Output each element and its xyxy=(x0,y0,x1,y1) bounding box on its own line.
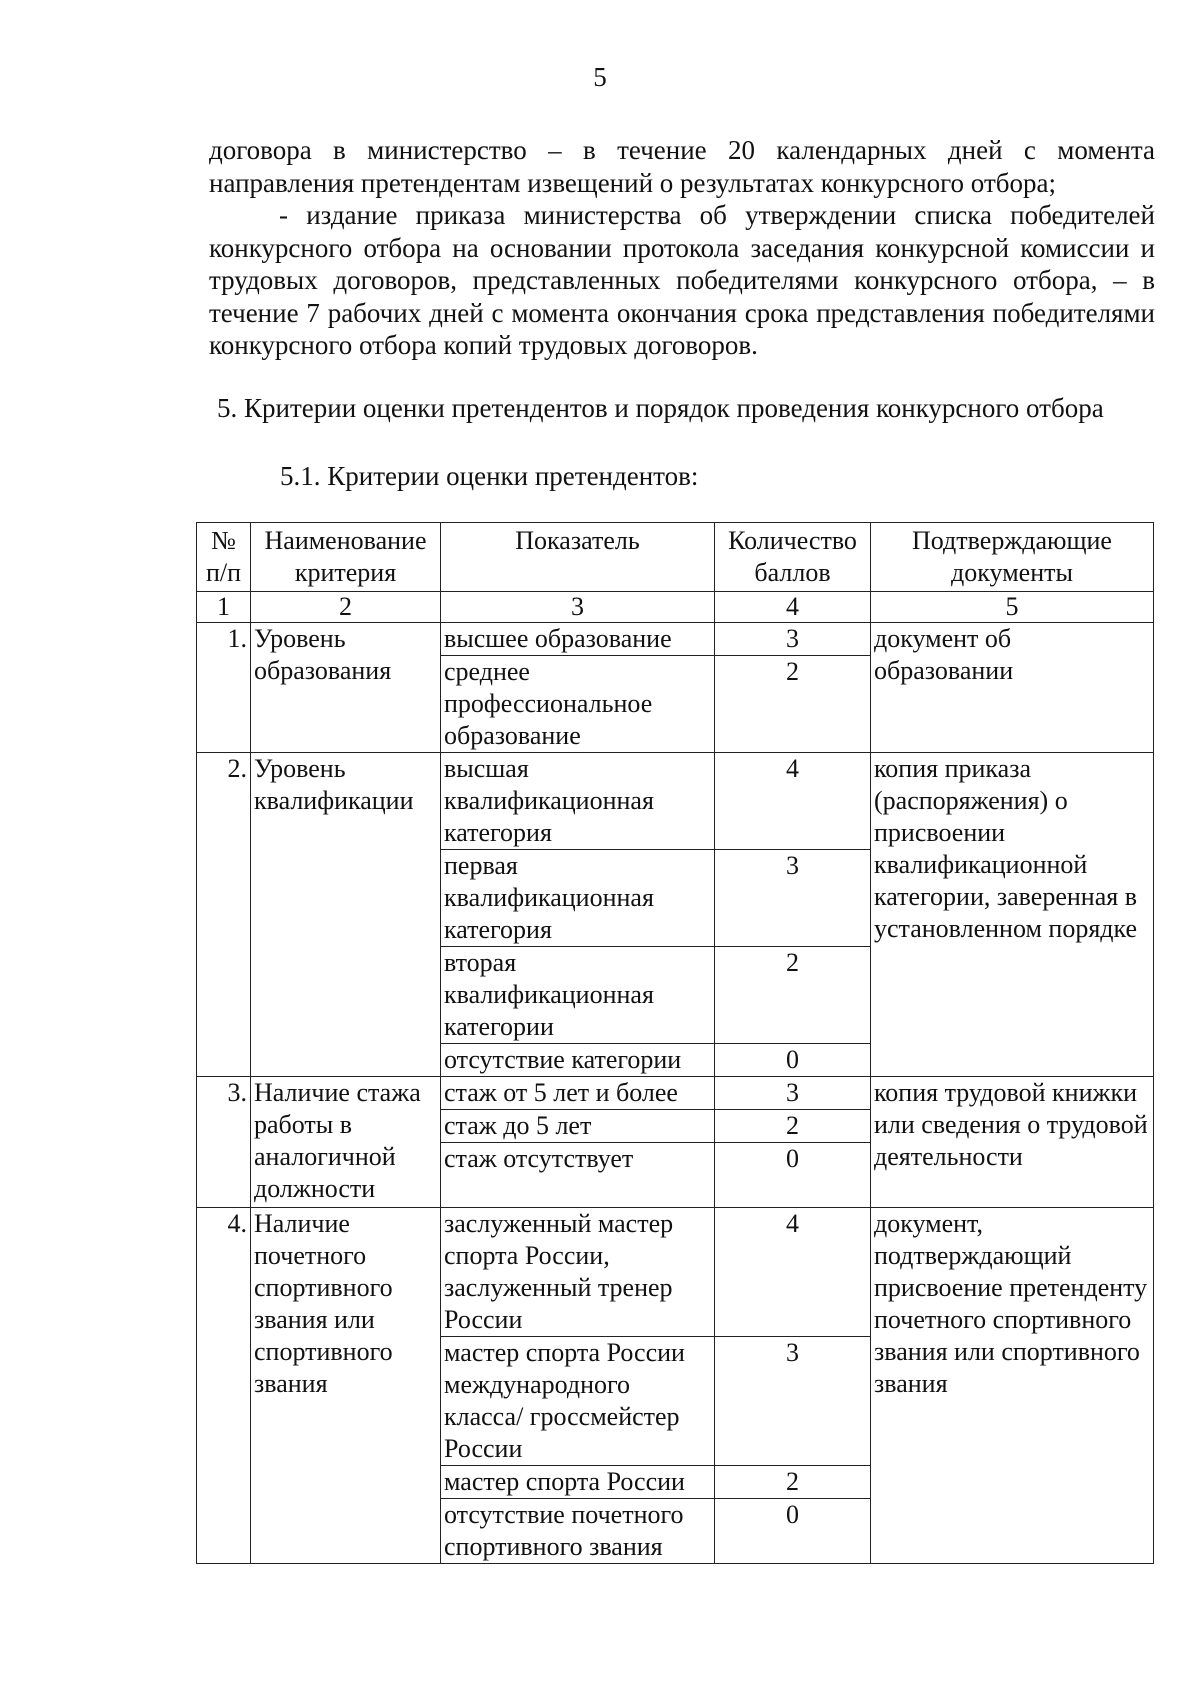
indicator-points: 2 xyxy=(715,1110,871,1143)
table-row xyxy=(197,753,1154,850)
criterion-name: Уровень квалификации xyxy=(251,753,441,1077)
indicator-points: 2 xyxy=(715,1466,871,1499)
page-number: 5 xyxy=(593,62,607,92)
column-number: 1 xyxy=(197,592,251,623)
indicator-text: мастер спорта России xyxy=(441,1466,715,1499)
indicator-points: 3 xyxy=(715,1337,871,1466)
indicator-text: высшее образование xyxy=(441,623,715,656)
indicator-points: 4 xyxy=(715,753,871,850)
row-number: 1. xyxy=(197,623,251,753)
indicator-text: вторая квалификационная категории xyxy=(441,947,715,1044)
criteria-table xyxy=(196,522,1154,1564)
column-number: 5 xyxy=(871,592,1154,623)
indicator-text: среднее профессиональное образование xyxy=(441,656,715,753)
paragraph-1-line-2: направления претендентам извещений о результатах конкурсного отбора; xyxy=(209,167,1056,198)
indicator-text: мастер спорта России международного класса/ гроссмейстер России xyxy=(441,1337,715,1466)
indicator-text: стаж до 5 лет xyxy=(441,1110,715,1143)
table-row xyxy=(197,623,1154,656)
indicator-points: 0 xyxy=(715,1143,871,1208)
criterion-name: Наличие почетного спортивного звания или спортивного звания xyxy=(251,1208,441,1564)
supporting-document: копия приказа (распоряжения) о присвоении квалификационной категории, заверенная в установленном порядке xyxy=(871,753,1154,1077)
indicator-points: 0 xyxy=(715,1499,871,1564)
supporting-document: документ, подтверждающий присвоение претенденту почетного спортивного звания или спортивного звания xyxy=(871,1208,1154,1564)
table-row xyxy=(197,1077,1154,1110)
table-header-row xyxy=(197,523,1154,592)
row-number: 2. xyxy=(197,753,251,1077)
row-number: 4. xyxy=(197,1208,251,1564)
sub-heading: 5.1. Критерии оценки претендентов: xyxy=(280,461,699,491)
supporting-document: документ об образовании xyxy=(871,623,1154,753)
indicator-points: 3 xyxy=(715,623,871,656)
indicator-text: заслуженный мастер спорта России, заслуженный тренер России xyxy=(441,1208,715,1337)
supporting-document: копия трудовой книжки или сведения о трудовой деятельности xyxy=(871,1077,1154,1208)
indicator-text: отсутствие категории xyxy=(441,1044,715,1077)
indicator-text: стаж от 5 лет и более xyxy=(441,1077,715,1110)
indicator-text: высшая квалификационная категория xyxy=(441,753,715,850)
indicator-text: отсутствие почетного спортивного звания xyxy=(441,1499,715,1564)
header-documents: Подтверждающие документы xyxy=(871,523,1154,592)
table-row xyxy=(197,1208,1154,1337)
indicator-points: 0 xyxy=(715,1044,871,1077)
indicator-points: 3 xyxy=(715,850,871,947)
indicator-points: 2 xyxy=(715,947,871,1044)
indicator-points: 3 xyxy=(715,1077,871,1110)
body-text xyxy=(209,134,1155,362)
column-number: 4 xyxy=(715,592,871,623)
row-number: 3. xyxy=(197,1077,251,1208)
section-heading: 5. Критерии оценки претендентов и порядок проведения конкурсного отбора xyxy=(217,393,1104,423)
indicator-text: стаж отсутствует xyxy=(441,1143,715,1208)
column-number-row xyxy=(197,592,1154,623)
header-indicator: Показатель xyxy=(441,523,715,592)
header-number: № п/п xyxy=(197,523,251,592)
criterion-name: Наличие стажа работы в аналогичной должности xyxy=(251,1077,441,1208)
indicator-text: первая квалификационная категория xyxy=(441,850,715,947)
paragraph-1-line-1: договора в министерство – в течение 20 календарных дней с момента xyxy=(209,135,1155,165)
indicator-points: 2 xyxy=(715,656,871,753)
criterion-name: Уровень образования xyxy=(251,623,441,753)
indicator-points: 4 xyxy=(715,1208,871,1337)
paragraph-2: - издание приказа министерства об утверждении списка победителей конкурсного отбора на основании протокола заседания конкурсной комиссии и трудовых договоров, представленных победителями конкурсного отбора, – в течение 7 рабочих дней с момента окончания срока представления победителями конкурсного отбора копий трудовых договоров. xyxy=(209,200,1155,360)
column-number: 3 xyxy=(441,592,715,623)
header-criterion: Наименование критерия xyxy=(251,523,441,592)
header-points: Количество баллов xyxy=(715,523,871,592)
column-number: 2 xyxy=(251,592,441,623)
